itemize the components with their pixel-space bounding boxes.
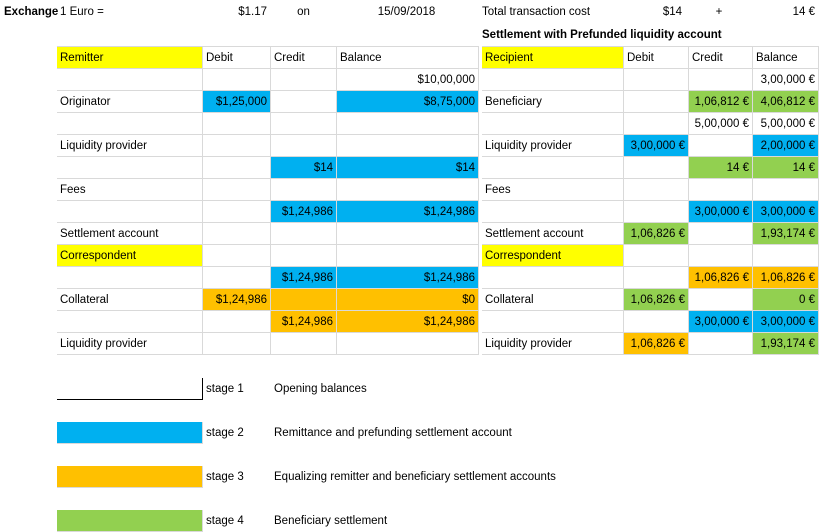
spacer-cell [203,400,271,422]
table-row [1,311,819,333]
left-row-debit [203,223,271,245]
spacer-cell [1,488,57,510]
legend-spacer [1,488,819,510]
spacer-cell [57,444,203,466]
right-row-credit: 14 € [689,157,753,179]
table-row [1,333,819,355]
left-row-credit [271,179,337,201]
legend-row [1,510,819,532]
right-row-label: Correspondent [482,245,624,267]
legend-gutter [1,466,57,488]
right-header-credit: Credit [689,47,753,69]
left-row-debit [203,311,271,333]
right-row-debit [624,157,689,179]
table-row [1,201,819,223]
spacer-cell [1,400,57,422]
row-gutter [1,201,57,223]
spacer-cell [203,488,271,510]
legend-stage-3: stage 3 [206,470,244,483]
left-row-credit: $14 [271,157,337,179]
legend-stage-2: stage 2 [206,426,244,439]
right-title-table [0,23,819,46]
left-header-credit: Credit [271,47,337,69]
left-row-debit [203,69,271,91]
right-row-balance: 3,00,000 € [753,201,819,223]
right-title-row [1,24,819,46]
left-row-label: Collateral [57,289,203,311]
left-row-balance: $14 [337,157,479,179]
legend-spacer [1,356,819,378]
title-gap-1 [1,24,57,46]
right-row-label [482,157,624,179]
legend-stage-1: stage 1 [206,382,244,395]
table-row [1,223,819,245]
right-row-credit [689,223,753,245]
main-tables [0,46,819,355]
spacer-cell [203,444,271,466]
exchange-rate: $1.17 [238,5,267,18]
row-gutter [1,91,57,113]
legend-swatch-stage-3 [57,466,203,488]
total-cost-usd: $14 [662,5,682,18]
legend-text-stage-4: Beneficiary settlement [274,514,388,527]
title-gap-2 [57,24,203,46]
euro-label: 1 Euro = [60,5,104,18]
right-row-debit [624,69,689,91]
left-row-debit [203,245,271,267]
left-row-credit [271,135,337,157]
left-row-label [57,311,203,333]
right-row-balance: 0 € [753,289,819,311]
right-row-debit: 1,06,826 € [624,289,689,311]
right-row-label [482,201,624,223]
row-gutter [1,311,57,333]
legend-spacer [1,400,819,422]
right-row-label [482,113,624,135]
legend-text-stage-3: Equalizing remitter and beneficiary settlement accounts [274,470,556,483]
left-header-balance: Balance [337,47,479,69]
right-row-label [482,69,624,91]
right-row-credit: 3,00,000 € [689,311,753,333]
right-row-credit: 3,00,000 € [689,201,753,223]
right-row-debit [624,267,689,289]
left-row-debit: $1,24,986 [203,289,271,311]
right-row-debit [624,113,689,135]
right-row-balance: 1,06,826 € [753,267,819,289]
legend-stage-4: stage 4 [206,514,244,527]
right-row-debit [624,245,689,267]
right-table-title: Settlement with Prefunded liquidity account [482,28,722,41]
table-row [1,289,819,311]
right-row-credit: 1,06,826 € [689,267,753,289]
right-row-label [482,311,624,333]
right-row-credit: 5,00,000 € [689,113,753,135]
left-row-credit [271,91,337,113]
spacer-cell [57,488,203,510]
plus-sign: + [715,5,723,18]
right-row-credit [689,245,753,267]
exchange-label: Exchange [4,5,59,18]
left-row-debit [203,135,271,157]
left-row-label [57,69,203,91]
right-row-balance: 3,00,000 € [753,311,819,333]
title-gap-5 [337,24,479,46]
right-row-debit: 3,00,000 € [624,135,689,157]
left-row-label [57,157,203,179]
left-row-balance: $1,24,986 [337,311,479,333]
left-row-balance: $10,00,000 [337,69,479,91]
left-row-balance [337,179,479,201]
exchange-date: 15/09/2018 [377,5,436,18]
spacer-cell [1,444,57,466]
spacer-cell [271,400,819,422]
left-row-credit: $1,24,986 [271,201,337,223]
left-row-balance: $8,75,000 [337,91,479,113]
right-row-credit [689,179,753,201]
left-row-balance [337,333,479,355]
table-header-row [1,47,819,69]
legend-gutter [1,422,57,444]
spacer-cell [203,356,271,378]
left-row-label [57,201,203,223]
right-row-balance [753,179,819,201]
table-row [1,113,819,135]
header-row-table [0,0,819,23]
left-row-balance: $0 [337,289,479,311]
left-row-credit: $1,24,986 [271,311,337,333]
legend-table [0,355,819,532]
left-row-balance: $1,24,986 [337,201,479,223]
right-header-recipient: Recipient [482,47,624,69]
row-gutter [1,113,57,135]
spacer-cell [57,356,203,378]
left-row-debit [203,157,271,179]
left-row-credit [271,69,337,91]
right-header-balance: Balance [753,47,819,69]
table-row [1,267,819,289]
table-row [1,157,819,179]
legend-gutter [1,510,57,532]
left-row-debit [203,113,271,135]
right-row-label: Liquidity provider [482,135,624,157]
right-header-debit: Debit [624,47,689,69]
right-row-credit [689,69,753,91]
left-row-label [57,113,203,135]
left-row-balance: $1,24,986 [337,267,479,289]
legend-text-stage-1: Opening balances [274,382,367,395]
right-row-label: Fees [482,179,624,201]
legend-row [1,422,819,444]
left-row-debit [203,179,271,201]
legend-swatch-stage-4 [57,510,203,532]
right-row-balance: 4,06,812 € [753,91,819,113]
spacer-cell [1,356,57,378]
total-cost-eur: 14 € [792,5,815,18]
legend-row [1,466,819,488]
right-row-balance: 5,00,000 € [753,113,819,135]
right-row-label: Collateral [482,289,624,311]
left-row-balance [337,113,479,135]
right-row-credit [689,135,753,157]
left-row-debit [203,201,271,223]
right-row-credit: 1,06,812 € [689,91,753,113]
right-row-balance [753,245,819,267]
legend-text-stage-2: Remittance and prefunding settlement account [274,426,512,439]
row-gutter [1,245,57,267]
left-row-label: Settlement account [57,223,203,245]
spacer-cell [271,444,819,466]
row-gutter [1,333,57,355]
right-row-balance: 2,00,000 € [753,135,819,157]
left-row-balance [337,223,479,245]
row-gutter [1,267,57,289]
right-row-label: Settlement account [482,223,624,245]
on-label: on [297,5,310,18]
right-row-debit [624,201,689,223]
right-row-label [482,267,624,289]
left-row-label: Liquidity provider [57,135,203,157]
title-gap-4 [271,24,337,46]
right-row-debit [624,91,689,113]
spacer-cell [271,356,819,378]
total-cost-label: Total transaction cost [482,5,591,18]
title-gap-3 [203,24,271,46]
left-header-debit: Debit [203,47,271,69]
right-row-balance: 14 € [753,157,819,179]
right-row-balance: 1,93,174 € [753,223,819,245]
left-row-credit [271,333,337,355]
left-row-credit [271,223,337,245]
left-row-credit [271,289,337,311]
left-row-label: Correspondent [57,245,203,267]
left-row-balance [337,135,479,157]
spacer-cell [271,488,819,510]
right-row-credit [689,333,753,355]
left-row-credit [271,113,337,135]
right-row-debit [624,311,689,333]
row-gutter [1,223,57,245]
left-row-credit [271,245,337,267]
right-row-label: Liquidity provider [482,333,624,355]
left-row-credit: $1,24,986 [271,267,337,289]
left-row-debit: $1,25,000 [203,91,271,113]
legend-swatch-stage-1 [57,378,203,400]
row-gutter [1,135,57,157]
right-row-balance: 1,93,174 € [753,333,819,355]
right-row-credit [689,289,753,311]
legend-gutter [1,378,57,400]
table-row [1,69,819,91]
row-gutter [1,69,57,91]
table-row [1,135,819,157]
left-header-remitter: Remitter [57,47,203,69]
table-row [1,179,819,201]
left-row-label: Fees [57,179,203,201]
row-gutter [1,47,57,69]
left-row-label: Liquidity provider [57,333,203,355]
right-row-label: Beneficiary [482,91,624,113]
right-row-debit [624,179,689,201]
legend-row [1,378,819,400]
left-row-label [57,267,203,289]
row-gutter [1,179,57,201]
spacer-cell [57,400,203,422]
right-row-debit: 1,06,826 € [624,223,689,245]
left-row-debit [203,333,271,355]
right-row-debit: 1,06,826 € [624,333,689,355]
right-row-balance: 3,00,000 € [753,69,819,91]
row-gutter [1,157,57,179]
left-row-balance [337,245,479,267]
table-row [1,245,819,267]
table-row [1,91,819,113]
header-row [1,1,819,23]
legend-swatch-stage-2 [57,422,203,444]
left-row-debit [203,267,271,289]
row-gutter [1,289,57,311]
legend-spacer [1,444,819,466]
left-row-label: Originator [57,91,203,113]
